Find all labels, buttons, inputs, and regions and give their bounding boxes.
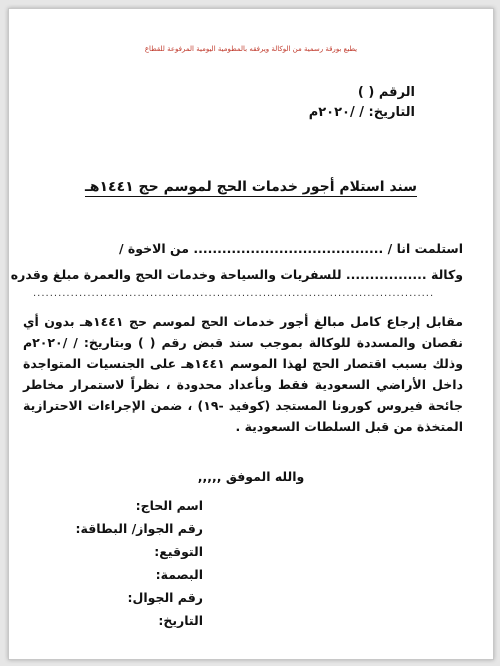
amount-dotted-line: ................................................................................................ [33,288,435,299]
agency-line: وكالة ................. للسفريات والسياحة وخدمات الحج والعمرة مبلغ وقدره [10,267,463,282]
field-passport-id: رقم الجواز/ البطاقة: [75,521,203,536]
header-note: يطبع بورقة رسمية من الوكالة ويرفقه بالمطومية اليومية المرفوعة للقطاع [144,45,358,53]
document-title-text: سند استلام أجور خدمات الحج لموسم حج ١٤٤١هـ [84,179,418,195]
reference-number: الرقم ( ) [357,85,415,100]
field-signature: التوقيع: [154,544,203,559]
field-pilgrim-name: اسم الحاج: [135,498,203,513]
body-paragraph: مقابل إرجاع كامل مبالغ أجور خدمات الحج لموسم حج ١٤٤١هـ بدون أي نقصان والمسددة للوكالة بموجب سند قبض رقم ( ) وبتاريخ: / /٢٠٢٠م وذلك بسبب اقتصار الحج لهذا الموسم ١٤٤١هـ على الجنسيات المتواجدة داخل الأراضي السعودية فقط وبأعداد محدودة ، نظراً لاستمرار مخاطر جائحة فيروس كورونا المستجد (كوفيد -١٩) ، ضمن الإجراءات الاحترازية المتخذة من قبل السلطات السعودية . [23,314,463,434]
closing-line: والله الموفق ,,,,, [197,469,305,484]
field-fingerprint: البصمة: [155,567,203,582]
document-page [8,8,494,660]
signature-fields [53,494,203,632]
field-date: التاريخ: [158,613,203,628]
field-mobile: رقم الجوال: [127,590,203,605]
receiver-line: استلمت انا / ........................................ من الاخوة / [118,241,463,256]
document-title [9,179,493,195]
reference-date: التاريخ: / /٢٠٢٠م [308,105,415,120]
